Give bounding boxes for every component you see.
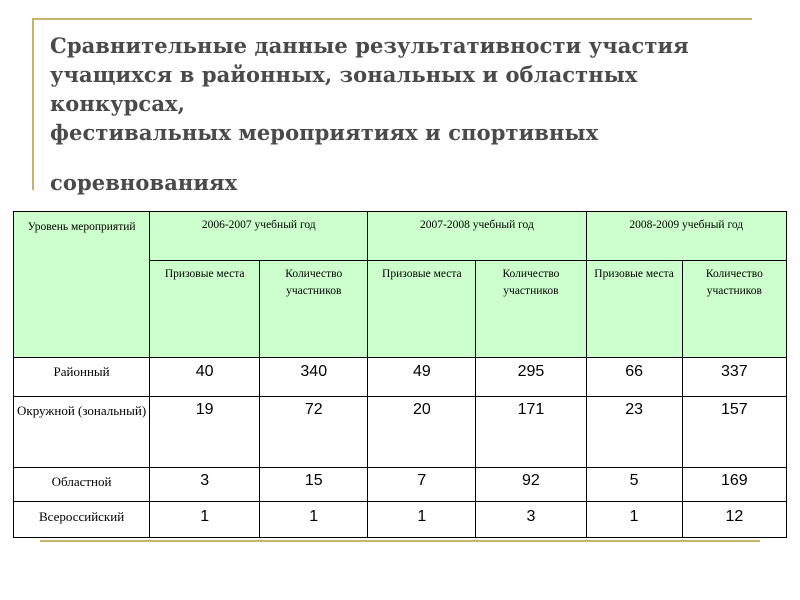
- cell-value: 20: [368, 397, 476, 468]
- row-level: Всероссийский: [14, 502, 150, 538]
- cell-value: 49: [368, 358, 476, 397]
- header-year-3: [586, 212, 787, 261]
- title-line-3: фестивальных мероприятиях и спортивных: [50, 120, 599, 145]
- header-row-years: [14, 212, 787, 261]
- row-level: Районный: [14, 358, 150, 397]
- cell-value: 66: [586, 358, 682, 397]
- table-row: [14, 502, 787, 538]
- table-row: [14, 468, 787, 502]
- header-prizes-2-label: Призовые места: [382, 268, 462, 281]
- cell-value: 1: [586, 502, 682, 538]
- frame-vertical-line: [32, 18, 34, 190]
- page-title: [50, 31, 770, 197]
- header-participants-2-label: Количество участников: [502, 268, 560, 298]
- frame-bottom-line: [40, 540, 760, 542]
- header-participants-3: [682, 261, 786, 358]
- cell-value: 3: [150, 468, 260, 502]
- header-participants-2: [476, 261, 586, 358]
- cell-value: 1: [150, 502, 260, 538]
- header-level-label: Уровень мероприятий: [27, 221, 136, 233]
- cell-value: 1: [368, 502, 476, 538]
- cell-value: 23: [586, 397, 682, 468]
- cell-value: 72: [260, 397, 368, 468]
- table-row: [14, 397, 787, 468]
- cell-value: 340: [260, 358, 368, 397]
- title-line-4: соревнованиях: [50, 170, 238, 195]
- header-year-3-label: 2008-2009 учебный год: [629, 219, 744, 231]
- cell-value: 295: [476, 358, 586, 397]
- cell-value: 3: [476, 502, 586, 538]
- row-level: Областной: [14, 468, 150, 502]
- row-level: Окружной (зональный): [14, 397, 150, 468]
- cell-value: 157: [682, 397, 786, 468]
- cell-value: 337: [682, 358, 786, 397]
- header-year-2: [368, 212, 586, 261]
- header-year-1-label: 2006-2007 учебный год: [201, 219, 316, 231]
- header-prizes-1: [150, 261, 260, 358]
- header-prizes-3-label: Призовые места: [594, 268, 674, 281]
- header-year-2-label: 2007-2008 учебный год: [420, 219, 534, 231]
- header-participants-1: [260, 261, 368, 358]
- header-prizes-1-label: Призовые места: [164, 268, 245, 281]
- cell-value: 1: [260, 502, 368, 538]
- header-year-1: [150, 212, 368, 261]
- results-table: [13, 211, 787, 538]
- header-participants-3-label: Количество участников: [705, 268, 763, 298]
- cell-value: 171: [476, 397, 586, 468]
- header-level: [14, 212, 150, 358]
- header-participants-1-label: Количество участников: [285, 268, 343, 298]
- cell-value: 169: [682, 468, 786, 502]
- header-prizes-3: [586, 261, 682, 358]
- title-line-2: учащихся в районных, зональных и областных конкурсах,: [50, 62, 638, 116]
- title-line-1: Сравнительные данные результативности участия: [50, 33, 689, 58]
- frame-top-line: [32, 18, 752, 20]
- cell-value: 92: [476, 468, 586, 502]
- cell-value: 7: [368, 468, 476, 502]
- cell-value: 40: [150, 358, 260, 397]
- cell-value: 19: [150, 397, 260, 468]
- table-row: [14, 358, 787, 397]
- cell-value: 12: [682, 502, 786, 538]
- header-prizes-2: [368, 261, 476, 358]
- cell-value: 15: [260, 468, 368, 502]
- cell-value: 5: [586, 468, 682, 502]
